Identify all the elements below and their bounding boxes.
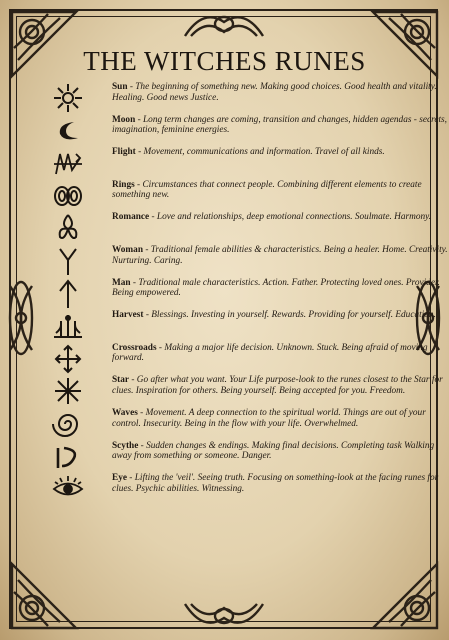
rune-list	[52, 82, 448, 506]
rune-item-sun	[52, 82, 437, 114]
rune-text	[112, 441, 449, 462]
rune-item-waves	[52, 407, 426, 440]
rune-description: - Traditional female abilities & characteristics. Being a healer. Home. Creativity. Nurturing. Caring.	[112, 244, 448, 266]
crossroads-icon	[50, 344, 86, 374]
rune-description: - Sudden changes & endings. Making final decisions. Completing task Walking away from something or someone. Danger.	[112, 440, 435, 462]
rings-icon	[50, 181, 86, 211]
celtic-knot-top	[181, 6, 267, 40]
rune-item-woman	[52, 244, 448, 277]
rune-name: Sun	[112, 82, 128, 92]
rune-text	[112, 473, 449, 494]
star-icon	[50, 376, 86, 406]
rune-text	[112, 245, 449, 266]
scythe-icon	[50, 442, 86, 472]
sun-icon	[50, 83, 86, 113]
rune-description: - Movement, communications and information. Travel of all kinds.	[135, 147, 385, 158]
rune-text	[112, 375, 449, 396]
waves-icon	[50, 409, 86, 439]
rune-item-crossroads	[52, 342, 428, 375]
moon-icon	[50, 116, 86, 146]
rune-text	[112, 147, 449, 158]
rune-item-star	[52, 375, 443, 407]
rune-description: - The beginning of something new. Making good choices. Good health and vitality. Healing. Good news Justice.	[112, 82, 437, 103]
rune-description: - Long term changes are coming, transition and changes, hidden agendas - secrets, imagination, feminine energies.	[112, 114, 447, 136]
rune-text	[112, 310, 449, 321]
woman-icon	[50, 246, 86, 276]
rune-description: - Lifting the 'veil'. Seeing truth. Focusing on something-look at the facing runes for clues. Psychic abilities. Witnessing.	[112, 473, 439, 494]
rune-name: Eye	[112, 473, 127, 484]
harvest-icon	[50, 311, 86, 341]
rune-description: - Movement. A deep connection to the spiritual world. Things are out of your control. Insecurity. Being in the flow with your life. Overwhelmed.	[112, 407, 426, 429]
rune-item-man	[52, 277, 440, 310]
rune-item-harvest	[52, 310, 436, 342]
flight-icon	[50, 148, 86, 178]
rune-text	[112, 212, 449, 223]
celtic-knot-corner-br	[369, 560, 441, 632]
rune-description: - Making a major life decision. Unknown. Stuck. Being afraid of moving forward.	[112, 342, 428, 364]
rune-name: Scythe	[112, 440, 139, 451]
rune-item-scythe	[52, 440, 435, 473]
rune-item-flight	[52, 147, 392, 179]
celtic-knot-corner-bl	[8, 560, 80, 632]
rune-name: Waves	[112, 407, 138, 418]
rune-name: Woman	[112, 244, 143, 255]
rune-name: Star	[112, 375, 130, 386]
rune-name: Crossroads	[112, 342, 157, 353]
rune-name: Man	[112, 277, 131, 288]
rune-name: Rings	[112, 179, 135, 190]
rune-text	[112, 82, 449, 103]
rune-text	[112, 180, 449, 201]
rune-item-eye	[52, 473, 439, 505]
celtic-knot-left	[6, 276, 36, 360]
rune-description: - Love and relationships, deep emotional connections. Soulmate. Harmony.	[149, 212, 432, 223]
rune-text	[112, 343, 449, 364]
rune-item-moon	[52, 114, 447, 147]
eye-icon	[50, 474, 86, 504]
rune-item-romance	[52, 212, 432, 244]
rune-text	[112, 115, 449, 136]
rune-name: Romance	[112, 212, 150, 223]
rune-text	[112, 408, 449, 429]
rune-name: Moon	[112, 114, 136, 125]
rune-name: Harvest	[112, 310, 144, 321]
rune-description: - Circumstances that connect people. Combining different elements to create something new.	[112, 179, 422, 201]
rune-name: Flight	[112, 147, 136, 158]
rune-text	[112, 278, 449, 299]
rune-description: - Traditional male characteristics. Action. Father. Protecting loved ones. Provider. Being empowered.	[112, 277, 440, 299]
page-title: THE WITCHES RUNES	[83, 46, 366, 76]
rune-description: - Blessings. Investing in yourself. Rewards. Providing for yourself. Education.	[143, 310, 436, 321]
romance-icon	[50, 213, 86, 243]
man-icon	[50, 279, 86, 309]
celtic-knot-bottom	[181, 600, 267, 634]
rune-item-rings	[52, 179, 422, 212]
rune-description: - Go after what you want. Your Life purpose-look to the runes closest to the Star for clues. Inspiration for others. Being yourself. Being accepted for you. Freedom.	[112, 375, 443, 396]
